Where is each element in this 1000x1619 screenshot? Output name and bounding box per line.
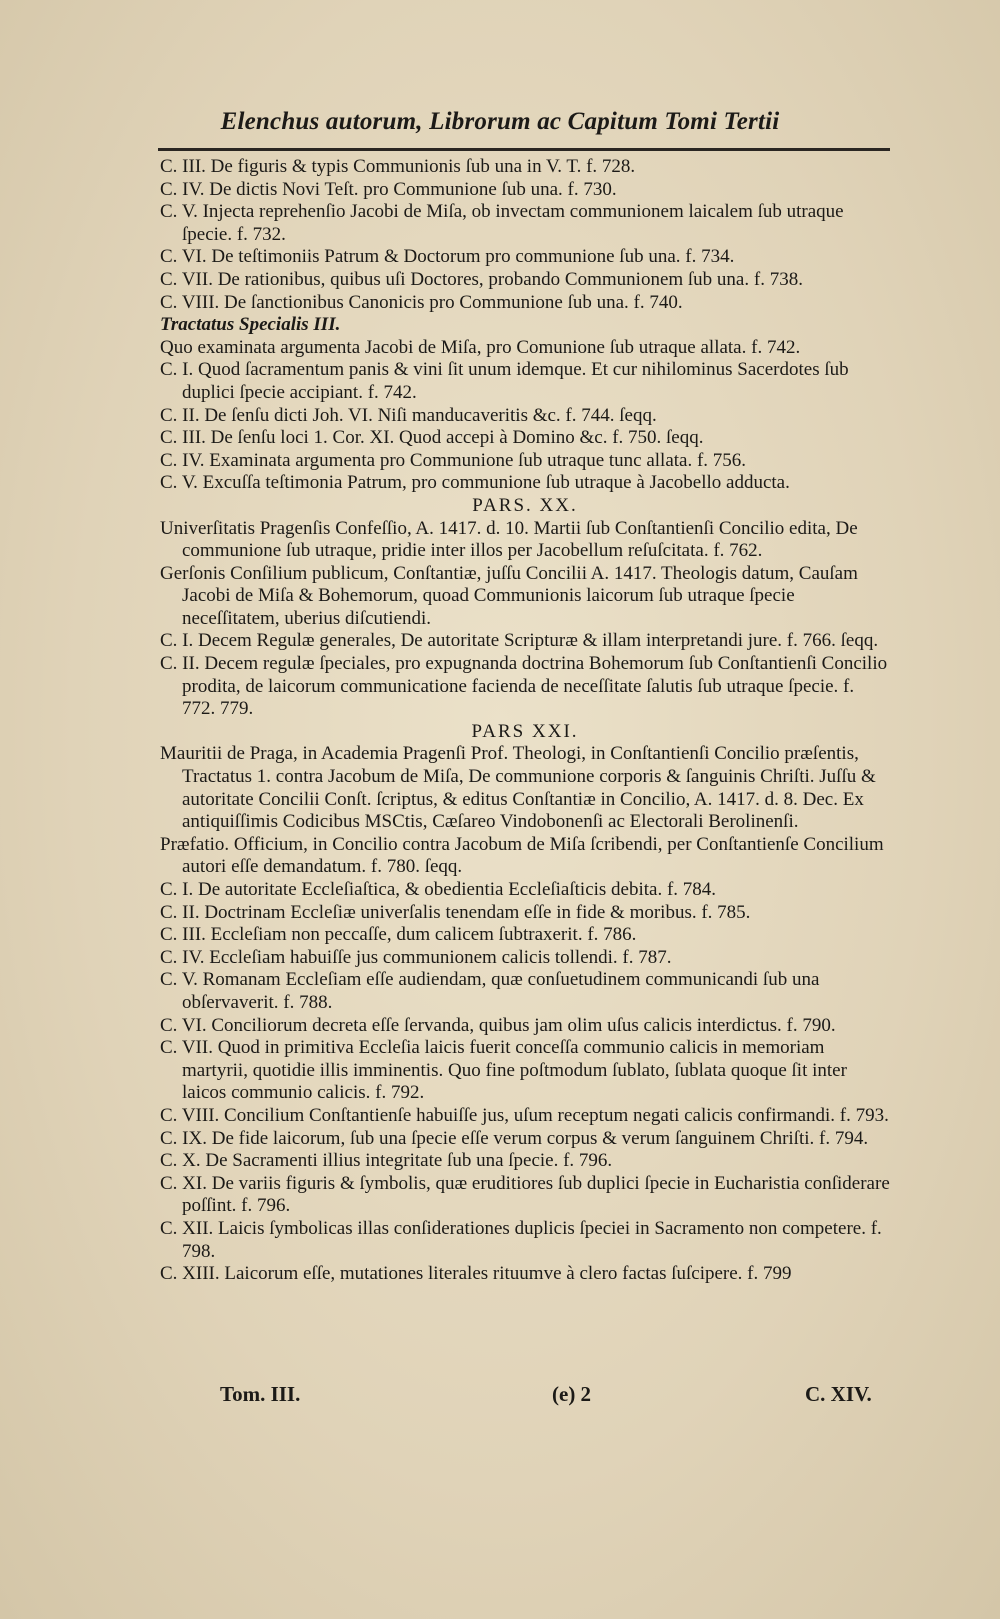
- contents-entry: C. XIII. Laicorum eſſe, mutationes literales rituumve à clero factas ſuſcipere. f. 799: [160, 1263, 792, 1285]
- contents-entry: C. V. Injecta reprehenſio Jacobi de Miſa, ob invectam communionem laicalem ſub utraque ſpecie. f. 732.: [160, 201, 844, 245]
- contents-entry: C. I. Quod ſacramentum panis & vini ſit unum idemque. Et cur nihilominus Sacerdotes ſub duplici ſpecie accipiant. f. 742.: [160, 359, 849, 403]
- header-rule: [158, 148, 890, 151]
- contents-entry: Gerſonis Conſilium publicum, Conſtantiæ, juſſu Concilii A. 1417. Theologis datum, Cauſam Jacobi de Miſa & Bohemorum, quoad Communionis laicorum ſub utraque ſpecie neceſſitatem, uberius diſcutiendi.: [160, 562, 858, 629]
- contents-entry: C. XII. Laicis ſymbolicas illas conſiderationes duplicis ſpeciei in Sacramento non competere. f. 798.: [160, 1217, 882, 1262]
- contents-entry: C. VII. De rationibus, quibus uſi Doctores, probando Communionem ſub una. f. 738.: [160, 268, 803, 290]
- contents-entry: C. V. Excuſſa teſtimonia Patrum, pro communione ſub utraque à Jacobello adducta.: [160, 472, 790, 494]
- contents-entry: C. VII. Quod in primitiva Eccleſia laicis fuerit conceſſa communio calicis in memoriam martyrii, quotidie illis imminentis. Quo fine poſtmodum ſublato, ſublata quoque ſit inter laicos communio calicis. f. 792.: [160, 1037, 847, 1104]
- contents-entry: C. II. Decem regulæ ſpeciales, pro expugnanda doctrina Bohemorum ſub Conſtantienſi Concilio prodita, de laicorum communicatione facienda de neceſſitate ſalutis ſub utraque ſpecie. f. 772. 779.: [160, 653, 888, 720]
- contents-entry: C. V. Romanam Eccleſiam eſſe audiendam, quæ conſuetudinem communicandi ſub una obſervaverit. f. 788.: [160, 969, 820, 1013]
- contents-entry: C. II. Doctrinam Eccleſiæ univerſalis tenendam eſſe in fide & moribus. f. 785.: [160, 901, 751, 923]
- contents-entry: C. III. De figuris & typis Communionis ſub una in V. T. f. 728.: [160, 156, 636, 177]
- contents-entry: C. IV. Examinata argumenta pro Communione ſub utraque tunc allata. f. 756.: [160, 449, 747, 471]
- contents-entry: C. II. De ſenſu dicti Joh. VI. Niſi manducaveritis &c. f. 744. ſeqq.: [160, 404, 657, 426]
- section-heading: PARS XXI.: [471, 720, 579, 742]
- contents-entry: C. VIII. Concilium Conſtantienſe habuiſſe jus, uſum receptum negati calicis confirmandi. f. 793.: [160, 1104, 889, 1126]
- contents-entry: C. III. Eccleſiam non peccaſſe, dum calicem ſubtraxerit. f. 786.: [160, 924, 637, 946]
- tractatus-title: Tractatus Specialis III.: [160, 314, 341, 336]
- contents-entry: C. IV. De dictis Novi Teſt. pro Communione ſub una. f. 730.: [160, 178, 617, 200]
- contents-entry: C. I. De autoritate Eccleſiaſtica, & obedientia Eccleſiaſticis debita. f. 784.: [160, 879, 717, 900]
- contents-entry: C. VI. De teſtimoniis Patrum & Doctorum pro communione ſub una. f. 734.: [160, 246, 735, 268]
- section-heading: PARS. XX.: [472, 494, 578, 516]
- contents-entry: C. VI. Conciliorum decreta eſſe ſervanda, quibus jam olim uſus calicis interdictus. f. 790.: [160, 1014, 836, 1036]
- contents-entry: C. IV. Eccleſiam habuiſſe jus communionem calicis tollendi. f. 787.: [160, 946, 672, 968]
- contents-entry: C. I. Decem Regulæ generales, De autoritate Scripturæ & illam interpretandi jure. f. 766. ſeqq.: [160, 630, 879, 652]
- contents-entry: C. III. De ſenſu loci 1. Cor. XI. Quod accepi à Domino &c. f. 750. ſeqq.: [160, 427, 704, 449]
- signature-mark: (e) 2: [552, 1382, 592, 1406]
- contents-entry: C. IX. De fide laicorum, ſub una ſpecie eſſe verum corpus & verum ſanguinem Chriſti. f. 794.: [160, 1127, 869, 1149]
- contents-entry: Quo examinata argumenta Jacobi de Miſa, pro Comunione ſub utraque allata. f. 742.: [160, 336, 801, 358]
- contents-entry: C. X. De Sacramenti illius integritate ſub una ſpecie. f. 796.: [160, 1150, 613, 1172]
- page-title: Elenchus autorum, Librorum ac Capitum Tomi Tertii: [220, 108, 780, 135]
- contents-entry: Mauritii de Praga, in Academia Pragenſi Prof. Theologi, in Conſtantienſi Concilio præſentis, Tractatus 1. contra Jacobum de Miſa, De communione corporis & ſanguinis Chriſti. Juſſu & autoritate Concilii Conſt. ſcriptus, & editus Conſtantiæ in Concilio, A. 1417. d. 8. Dec. Ex antiquiſſimis Codicibus MSCtis, Cæſareo Vindobonenſi ac Electorali Berolinenſi.: [160, 743, 876, 833]
- contents-entry: C. VIII. De ſanctionibus Canonicis pro Communione ſub una. f. 740.: [160, 291, 683, 313]
- contents-entry: Univerſitatis Pragenſis Confeſſio, A. 1417. d. 10. Martii ſub Conſtantienſi Concilio edita, De communione ſub utraque, pridie inter illos per Jacobellum reſuſcitata. f. 762.: [160, 517, 858, 562]
- catchword: C. XIV.: [805, 1382, 872, 1406]
- contents-list: [160, 156, 890, 1286]
- volume-label: Tom. III.: [220, 1382, 301, 1406]
- contents-entry: C. XI. De variis figuris & ſymbolis, quæ eruditiores ſub duplici ſpecie in Eucharistia conſiderare poſſint. f. 796.: [160, 1172, 890, 1217]
- contents-entry: Præfatio. Officium, in Concilio contra Jacobum de Miſa ſcribendi, per Conſtantienſe Concilium autori eſſe demandatum. f. 780. ſeqq.: [160, 833, 884, 878]
